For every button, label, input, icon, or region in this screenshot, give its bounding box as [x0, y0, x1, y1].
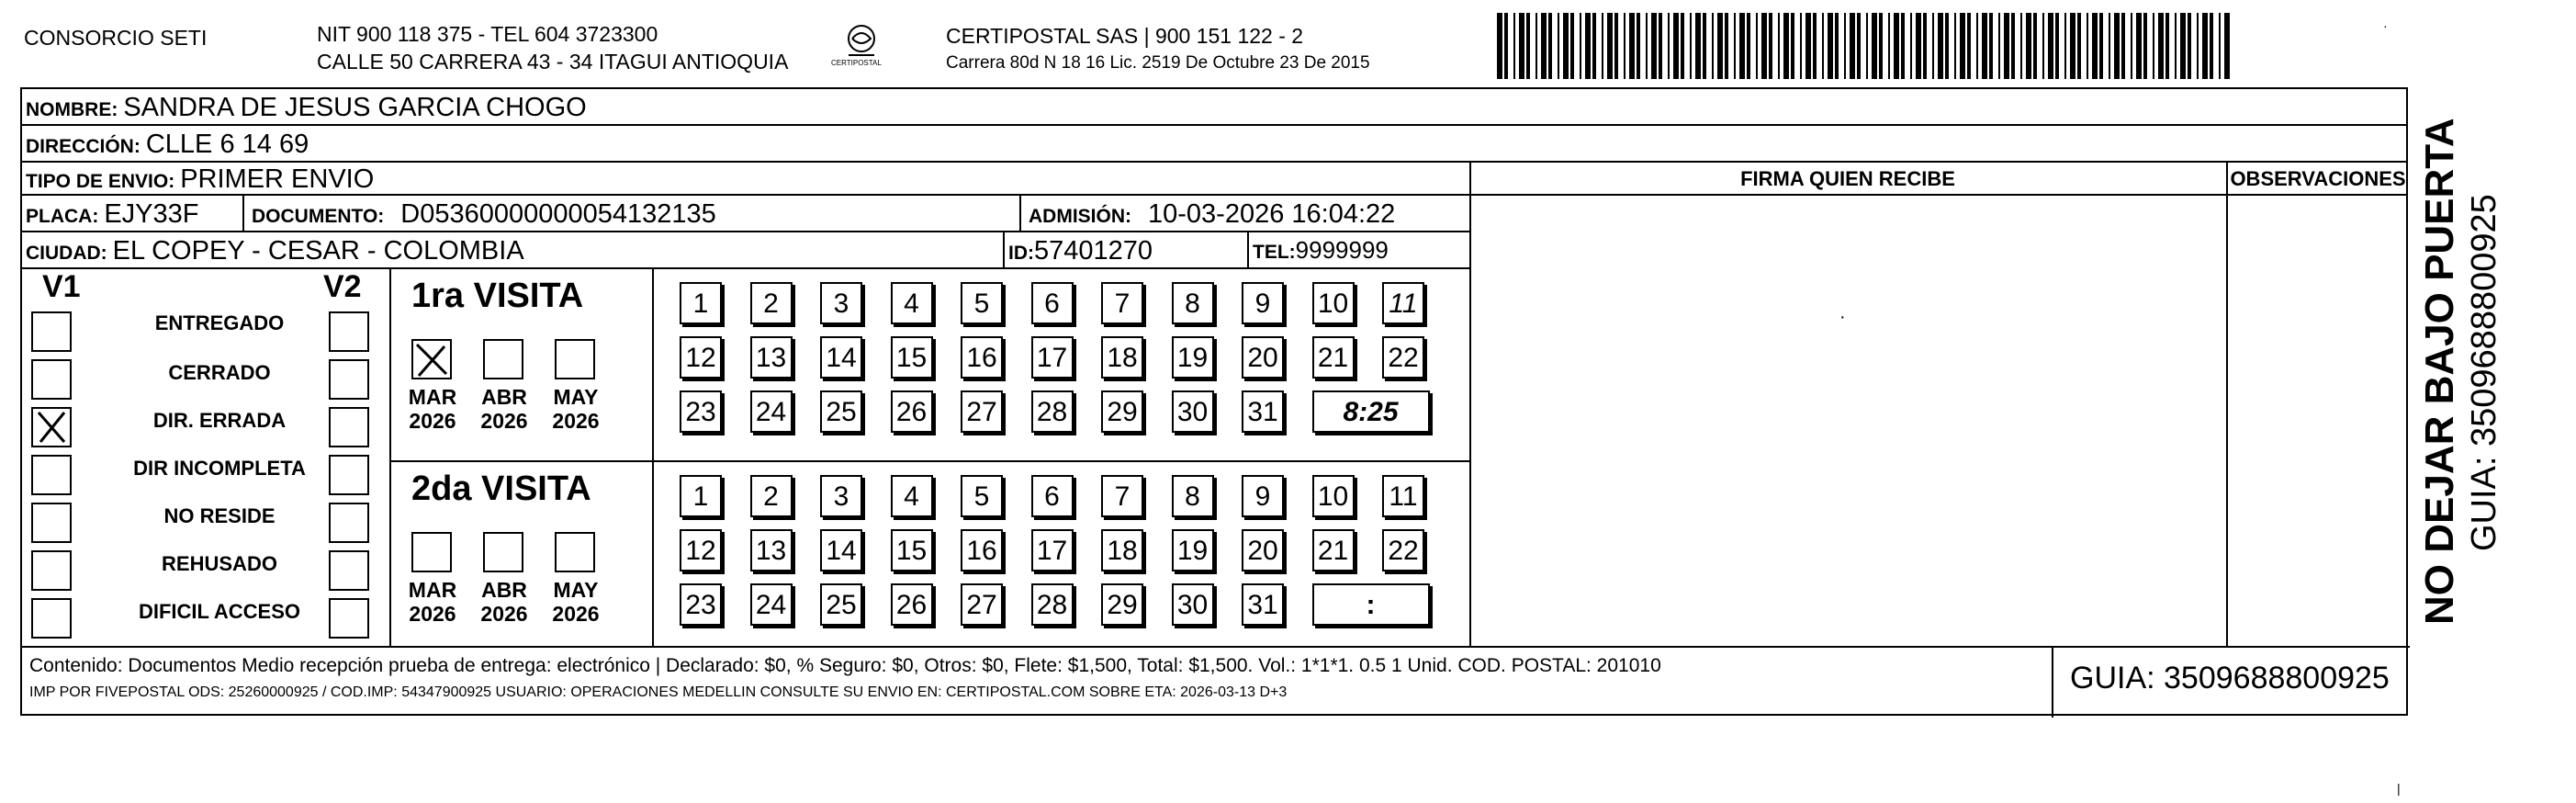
v2-checkbox[interactable]	[329, 311, 369, 352]
day-box[interactable]: 9	[1242, 475, 1284, 517]
status-label: ENTREGADO	[154, 311, 285, 334]
guide-form: NOMBRE: SANDRA DE JESUS GARCIA CHOGO DIRECCIÓN: CLLE 6 14 69 TIPO DE ENVIO: PRIMER ENVIO FIRMA QUIEN RECIBE OBSERVACIONES PLACA: EJY33F DOCUMENTO: D05360000000054132135 ADMISIÓN: 10-03-2026 16:04:22 CIUDAD: EL COPEY - CESAR - COLOMBIA ID:57401270 TEL:9999999 · V1 V2 Contenido: Documentos Medio recepción prueba de entrega: electrónico | Declarado: $0, % Seguro: $0, Otros: $0, Flete: $1,500, Total: $1,500. Vol.: 1*1*1. 0.5 1 Unid. COD. POSTAL: 201010 IMP POR FIVEPOSTAL ODS: 25260000925 / COD.IMP: 54347900925 USUARIO: OPERACIONES MEDELLIN CONSULTE SU ENVIO EN: CERTIPOSTAL.COM SOBRE ETA: 2026-03-13 D+3 GUIA: 3509688800925 ENTREGADO CERRADO DIR. ERRADA DIR INCOMPLETA NO RESIDE REHUSADO DIFICIL ACCESO 1ra VISITA MAR 2026 ABR 2026 MAY 2026 1 2 3 4 5 6 7 8 9 10 11 12 13 14 15 16 17 18 19 20 21 22 23 24 25 26 27 28 29 30 31 8:25 2da VISITA MAR 2026 ABR 2026 MAY 2026 1 2 3 4 5 6 7 8 9 10 11 12 13 14 15 16 17 18 19 20 21 22 23 24 25 26 27 28 29 30 31 :	[20, 87, 2408, 716]
name-label: NOMBRE:	[26, 99, 118, 120]
day-box[interactable]: 11	[1382, 475, 1424, 517]
v1-checkbox[interactable]	[31, 407, 72, 447]
imp-line: IMP POR FIVEPOSTAL ODS: 25260000925 / COD.IMP: 54347900925 USUARIO: OPERACIONES MEDELLIN CONSULTE SU ENVIO EN: CERTIPOSTAL.COM SOBRE ETA: 2026-03-13 D+3	[29, 684, 1288, 700]
day-box[interactable]: 19	[1172, 336, 1214, 379]
day-box[interactable]: 30	[1172, 583, 1214, 626]
month-checkbox[interactable]	[411, 532, 452, 572]
day-box[interactable]: 14	[820, 336, 862, 379]
v2-checkbox[interactable]	[329, 550, 369, 591]
day-box[interactable]: 26	[891, 390, 933, 433]
status-label: DIFICIL ACCESO	[138, 600, 300, 623]
day-box[interactable]: 31	[1242, 390, 1284, 433]
sender-address-line: CALLE 50 CARRERA 43 - 34 ITAGUI ANTIOQUIA	[317, 50, 789, 74]
day-box[interactable]: 28	[1031, 390, 1074, 433]
v2-checkbox[interactable]	[329, 407, 369, 447]
v1-checkbox[interactable]	[31, 311, 72, 352]
city-value: EL COPEY - CESAR - COLOMBIA	[112, 236, 524, 266]
side-guia: GUIA: 3509688800925	[2465, 194, 2503, 551]
send-type-row	[22, 163, 2406, 196]
v2-label: V2	[323, 269, 362, 304]
barcode	[1497, 13, 2232, 79]
v1-checkbox[interactable]	[31, 359, 72, 400]
month-label: MAR 2026	[408, 385, 457, 433]
day-box[interactable]: 10	[1312, 475, 1355, 517]
v1-label: V1	[42, 269, 81, 304]
logo-caption: CERTIPOSTAL	[831, 59, 882, 67]
v2-checkbox[interactable]	[329, 455, 369, 495]
month-label: MAR 2026	[408, 578, 457, 626]
day-box[interactable]: 15	[891, 529, 933, 571]
admission-label: ADMISIÓN:	[1029, 206, 1131, 227]
no-dejar-bajo-puerta: NO DEJAR BAJO PUERTA	[2417, 118, 2462, 625]
content-line: Contenido: Documentos Medio recepción prueba de entrega: electrónico | Declarado: $0, % Seguro: $0, Otros: $0, Flete: $1,500, Total: $1,500. Vol.: 1*1*1. 0.5 1 Unid. COD. POSTAL: 201010	[29, 655, 1661, 676]
signature-header: FIRMA QUIEN RECIBE	[1740, 167, 1955, 190]
tel-field	[1253, 236, 1389, 265]
nit-line: NIT 900 118 375 - TEL 604 3723300	[317, 22, 658, 46]
day-box[interactable]: 12	[680, 336, 722, 379]
month-label: MAY 2026	[552, 385, 600, 433]
day-box[interactable]: 27	[961, 390, 1003, 433]
day-box[interactable]: 5	[961, 475, 1003, 517]
day-box[interactable]: 18	[1101, 336, 1143, 379]
recipient-address: CLLE 6 14 69	[145, 130, 309, 159]
month-checkbox[interactable]	[411, 339, 452, 379]
day-box[interactable]: 13	[750, 529, 793, 571]
day-box[interactable]: 18	[1101, 529, 1143, 571]
day-box[interactable]: 10	[1312, 282, 1355, 324]
document-field	[252, 199, 716, 230]
day-box[interactable]: 4	[891, 475, 933, 517]
day-box[interactable]: 11	[1382, 282, 1424, 324]
time-box[interactable]: 8:25	[1312, 390, 1430, 433]
plate-label: PLACA:	[26, 206, 99, 227]
day-box[interactable]: 26	[891, 583, 933, 626]
day-box[interactable]: 29	[1101, 583, 1143, 626]
send-type-label: TIPO DE ENVIO:	[26, 171, 175, 192]
month-checkbox[interactable]	[483, 532, 523, 572]
v1-checkbox[interactable]	[31, 598, 72, 639]
day-box[interactable]: 31	[1242, 583, 1284, 626]
day-box[interactable]: 30	[1172, 390, 1214, 433]
day-box[interactable]: 6	[1031, 475, 1074, 517]
id-label: ID:	[1008, 243, 1034, 264]
day-box[interactable]: 24	[750, 390, 793, 433]
status-label: CERRADO	[168, 361, 271, 384]
day-box[interactable]: 2	[750, 475, 793, 517]
day-box[interactable]: 17	[1031, 529, 1074, 571]
day-box[interactable]: 1	[680, 282, 722, 324]
month-label: ABR 2026	[480, 578, 528, 626]
city-label: CIUDAD:	[26, 243, 107, 264]
day-box[interactable]: 22	[1382, 529, 1424, 571]
day-box[interactable]: 25	[820, 583, 862, 626]
certipostal-logo	[843, 22, 880, 59]
tel-label: TEL:	[1253, 242, 1296, 263]
month-label: ABR 2026	[480, 385, 528, 433]
day-box[interactable]: 8	[1172, 282, 1214, 324]
time-box[interactable]: :	[1312, 583, 1430, 626]
day-box[interactable]: 3	[820, 475, 862, 517]
day-box[interactable]: 15	[891, 336, 933, 379]
day-box[interactable]: 17	[1031, 336, 1074, 379]
id-value: 57401270	[1034, 236, 1153, 266]
status-label: REHUSADO	[162, 552, 277, 575]
courier-line: CERTIPOSTAL SAS | 900 151 122 - 2	[946, 24, 1304, 48]
day-box[interactable]: 28	[1031, 583, 1074, 626]
v2-checkbox[interactable]	[329, 503, 369, 543]
plate-value: EJY33F	[104, 199, 199, 229]
day-box[interactable]: 9	[1242, 282, 1284, 324]
day-box[interactable]: 16	[961, 336, 1003, 379]
name-row	[22, 89, 2406, 126]
day-box[interactable]: 19	[1172, 529, 1214, 571]
day-box[interactable]: 24	[750, 583, 793, 626]
day-box[interactable]: 4	[891, 282, 933, 324]
status-label: DIR INCOMPLETA	[133, 457, 306, 480]
month-checkbox[interactable]	[483, 339, 523, 379]
visit-title: 2da VISITA	[411, 469, 591, 508]
status-label: NO RESIDE	[163, 504, 276, 527]
admission-value: 10-03-2026 16:04:22	[1148, 199, 1396, 229]
address-label: DIRECCIÓN:	[26, 136, 141, 157]
document-label: DOCUMENTO:	[252, 206, 385, 227]
plate-field	[26, 199, 199, 230]
city-field	[26, 236, 524, 266]
v1-checkbox[interactable]	[31, 550, 72, 591]
month-checkbox[interactable]	[555, 532, 595, 572]
day-box[interactable]: 2	[750, 282, 793, 324]
address-row	[22, 126, 2406, 163]
day-box[interactable]: 5	[961, 282, 1003, 324]
day-box[interactable]: 20	[1242, 336, 1284, 379]
day-box[interactable]: 14	[820, 529, 862, 571]
v1-checkbox[interactable]	[31, 503, 72, 543]
day-box[interactable]: 1	[680, 475, 722, 517]
day-box[interactable]: 3	[820, 282, 862, 324]
day-box[interactable]: 12	[680, 529, 722, 571]
day-box[interactable]: 21	[1312, 336, 1355, 379]
month-checkbox[interactable]	[555, 339, 595, 379]
send-type-value: PRIMER ENVIO	[180, 164, 375, 194]
day-box[interactable]: 22	[1382, 336, 1424, 379]
company-name: CONSORCIO SETI	[24, 26, 208, 50]
license-line: Carrera 80d N 18 16 Lic. 2519 De Octubre 23 De 2015	[946, 53, 1370, 73]
day-box[interactable]: 21	[1312, 529, 1355, 571]
footer-guia: GUIA: 3509688800925	[2070, 661, 2390, 696]
day-box[interactable]: 7	[1101, 475, 1143, 517]
day-box[interactable]: 29	[1101, 390, 1143, 433]
tel-value: 9999999	[1295, 236, 1389, 264]
v1-checkbox[interactable]	[31, 455, 72, 495]
admission-field	[1029, 199, 1395, 230]
corner-mark: ·	[2383, 18, 2388, 33]
day-box[interactable]: 16	[961, 529, 1003, 571]
day-box[interactable]: 23	[680, 390, 722, 433]
day-box[interactable]: 25	[820, 390, 862, 433]
day-box[interactable]: 8	[1172, 475, 1214, 517]
month-label: MAY 2026	[552, 578, 600, 626]
day-box[interactable]: 23	[680, 583, 722, 626]
day-box[interactable]: 27	[961, 583, 1003, 626]
day-box[interactable]: 7	[1101, 282, 1143, 324]
v2-checkbox[interactable]	[329, 359, 369, 400]
v2-checkbox[interactable]	[329, 598, 369, 639]
day-box[interactable]: 6	[1031, 282, 1074, 324]
day-box[interactable]: 13	[750, 336, 793, 379]
day-box[interactable]: 20	[1242, 529, 1284, 571]
document-value: D05360000000054132135	[400, 199, 716, 229]
visit-title: 1ra VISITA	[411, 277, 584, 315]
status-label: DIR. ERRADA	[152, 409, 287, 432]
id-field	[1008, 236, 1153, 266]
observations-header: OBSERVACIONES	[2230, 167, 2406, 190]
recipient-name: SANDRA DE JESUS GARCIA CHOGO	[123, 93, 587, 122]
